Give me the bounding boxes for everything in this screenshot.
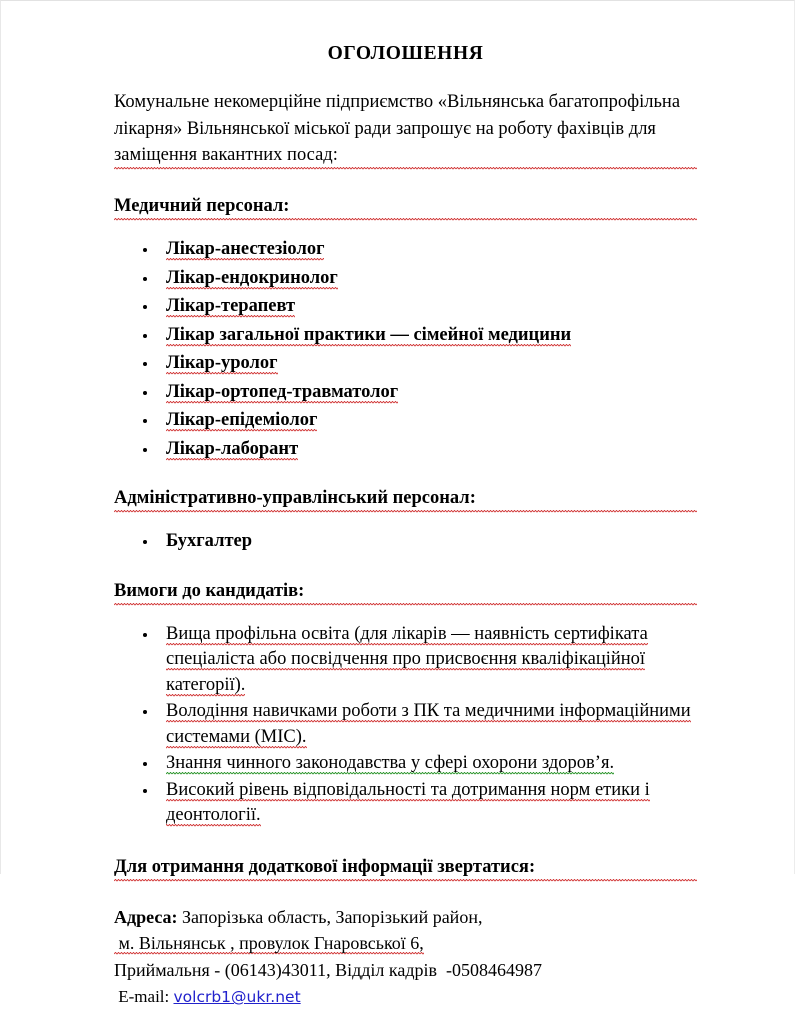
list-item bbox=[114, 778, 697, 829]
phone-line bbox=[114, 957, 697, 983]
list-item-label: Володіння навичками роботи з ПК та медичними інформаційними системами (МІС). bbox=[166, 701, 691, 747]
list-item bbox=[114, 237, 697, 263]
email-line bbox=[114, 983, 697, 1010]
list-item-label: Лікар загальної практики — сімейної медицини bbox=[166, 324, 572, 345]
list-item bbox=[114, 751, 697, 777]
list-item-label: Знання чинного законодавства у сфері охорони здоров’я. bbox=[166, 753, 615, 774]
list-item bbox=[114, 351, 697, 377]
list-item-label: Лікар-ендокринолог bbox=[166, 267, 338, 288]
list-item-label: Лікар-терапевт bbox=[166, 296, 296, 317]
list-item-label: Лікар-епідеміолог bbox=[166, 410, 318, 431]
list-item bbox=[114, 294, 697, 320]
list-item bbox=[114, 529, 697, 555]
address-label: Адреса: bbox=[114, 906, 178, 927]
list-item-label: Лікар-анестезіолог bbox=[166, 239, 325, 260]
section-heading-requirements: Вимоги до кандидатів: bbox=[114, 579, 697, 606]
list-item bbox=[114, 323, 697, 349]
list-item bbox=[114, 699, 697, 750]
section-heading-administrative: Адміністративно-управлінський персонал: bbox=[114, 486, 697, 513]
address-region: Запорізька область, Запорізький район, bbox=[177, 906, 483, 927]
address-line-2 bbox=[114, 930, 697, 956]
administrative-personnel-list bbox=[114, 529, 697, 555]
medical-personnel-list bbox=[114, 237, 697, 462]
list-item-label: Лікар-ортопед-травматолог bbox=[166, 381, 399, 402]
list-item bbox=[114, 408, 697, 434]
list-item-label: Бухгалтер bbox=[166, 531, 253, 552]
section-heading-medical: Медичний персонал: bbox=[114, 194, 697, 221]
list-item-label: Лікар-уролог bbox=[166, 353, 278, 374]
list-item-label: Високий рівень відповідальності та дотримання норм етики і деонтології. bbox=[166, 779, 650, 826]
email-label: E-mail: bbox=[114, 987, 174, 1007]
intro-paragraph: Комунальне некомерційне підприємство «Вільнянська багатопрофільна лікарня» Вільнянської міської ради запрошує на роботу фахівців для заміщення вакантних посад: bbox=[114, 89, 697, 170]
section-heading-contacts: Для отримання додаткової інформації звертатися: bbox=[114, 855, 697, 882]
page-title: ОГОЛОШЕННЯ bbox=[327, 43, 484, 64]
list-item bbox=[114, 437, 697, 463]
list-item bbox=[114, 266, 697, 292]
requirements-list bbox=[114, 622, 697, 829]
list-item bbox=[114, 380, 697, 406]
contact-details bbox=[114, 904, 697, 1010]
document-content bbox=[114, 1, 697, 1010]
address-line-1 bbox=[114, 904, 697, 930]
address-street: м. Вільнянськ , провулок Гнаровської 6, bbox=[114, 933, 424, 954]
list-item bbox=[114, 622, 697, 699]
list-item-label: Вища профільна освіта (для лікарів — наявність сертифіката спеціаліста або посвідчення про присвоєння кваліфікаційної категорії). bbox=[166, 623, 648, 695]
phone-numbers: Приймальня - (06143)43011, Відділ кадрів -0508464987 bbox=[114, 959, 543, 980]
email-link[interactable]: volcrb1@ukr.net bbox=[173, 988, 301, 1007]
list-item-label: Лікар-лаборант bbox=[166, 438, 299, 459]
